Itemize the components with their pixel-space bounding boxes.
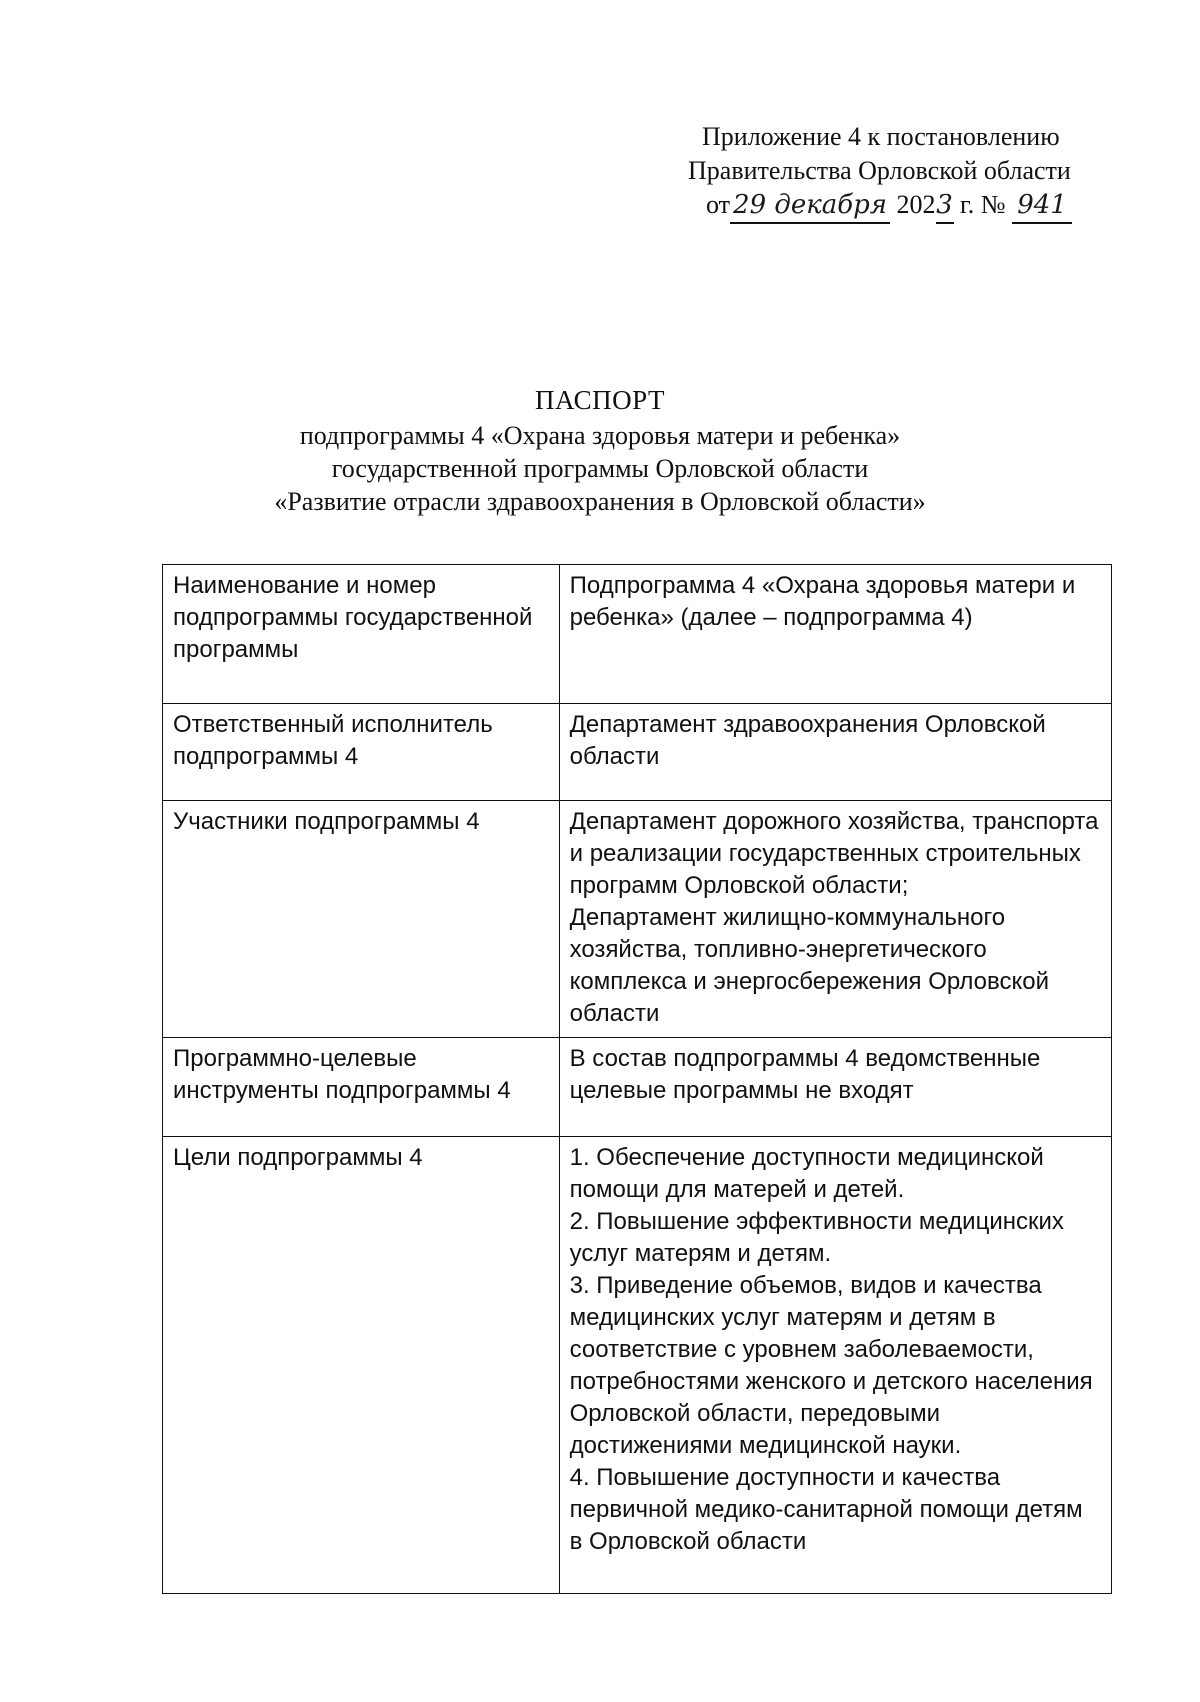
document-title: ПАСПОРТ xyxy=(535,385,665,415)
goal-item: 3. Приведение объемов, видов и качества медицинских услуг матерям и детям в соответствие с уровнем заболеваемости, потребностями женского и детского населения Орловской области, передовыми достижениями медицинской науки. xyxy=(569,1272,1093,1459)
year-prefix: 202 xyxy=(896,190,936,219)
title-line-2: государственной программы Орловской области xyxy=(331,454,869,483)
handwritten-year: 3 xyxy=(936,188,954,224)
title-line-1: подпрограммы 4 «Охрана здоровья матери и ребенка» xyxy=(299,421,901,450)
row-value-instruments: В состав подпрограммы 4 ведомственные целевые программы не входят xyxy=(559,1038,1111,1137)
row-value-executor: Департамент здравоохранения Орловской области xyxy=(559,704,1111,801)
appendix-line-2: Правительства Орловской области xyxy=(688,156,1071,185)
title-line-3: «Развитие отрасли здравоохранения в Орловской области» xyxy=(274,487,926,516)
table-row xyxy=(163,704,1112,801)
handwritten-date: 29 декабря xyxy=(730,188,890,224)
passport-table xyxy=(162,564,1112,1594)
goal-item: 2. Повышение эффективности медицинских услуг матерям и детям. xyxy=(569,1208,1064,1267)
document-title-block xyxy=(150,384,1050,518)
from-prefix: от xyxy=(706,190,731,219)
number-label: г. № xyxy=(960,190,1006,219)
row-label-name: Наименование и номер подпрограммы государственной программы xyxy=(163,565,560,704)
row-value-participants xyxy=(559,801,1111,1038)
row-label-instruments: Программно-целевые инструменты подпрограммы 4 xyxy=(163,1038,560,1137)
goal-item: 4. Повышение доступности и качества первичной медико-санитарной помощи детям в Орловской области xyxy=(569,1464,1083,1555)
handwritten-number: 941 xyxy=(1012,188,1072,224)
appendix-header xyxy=(688,120,1128,224)
table-row xyxy=(163,565,1112,704)
table-row xyxy=(163,801,1112,1038)
row-label-participants: Участники подпрограммы 4 xyxy=(163,801,560,1038)
appendix-line-1: Приложение 4 к постановлению xyxy=(702,122,1060,151)
table-row xyxy=(163,1038,1112,1137)
goal-item: 1. Обеспечение доступности медицинской помощи для матерей и детей. xyxy=(569,1144,1044,1203)
appendix-date-line xyxy=(688,188,1128,224)
row-value-goals xyxy=(559,1137,1111,1594)
row-value-name: Подпрограмма 4 «Охрана здоровья матери и ребенка» (далее – подпрограмма 4) xyxy=(559,565,1111,704)
participant-item: Департамент дорожного хозяйства, транспорта и реализации государственных строительных программ Орловской области; xyxy=(569,808,1099,899)
table-row xyxy=(163,1137,1112,1594)
row-label-goals: Цели подпрограммы 4 xyxy=(163,1137,560,1594)
participant-item: Департамент жилищно-коммунального хозяйства, топливно-энергетического комплекса и энергосбережения Орловской области xyxy=(569,904,1050,1027)
row-label-executor: Ответственный исполнитель подпрограммы 4 xyxy=(163,704,560,801)
